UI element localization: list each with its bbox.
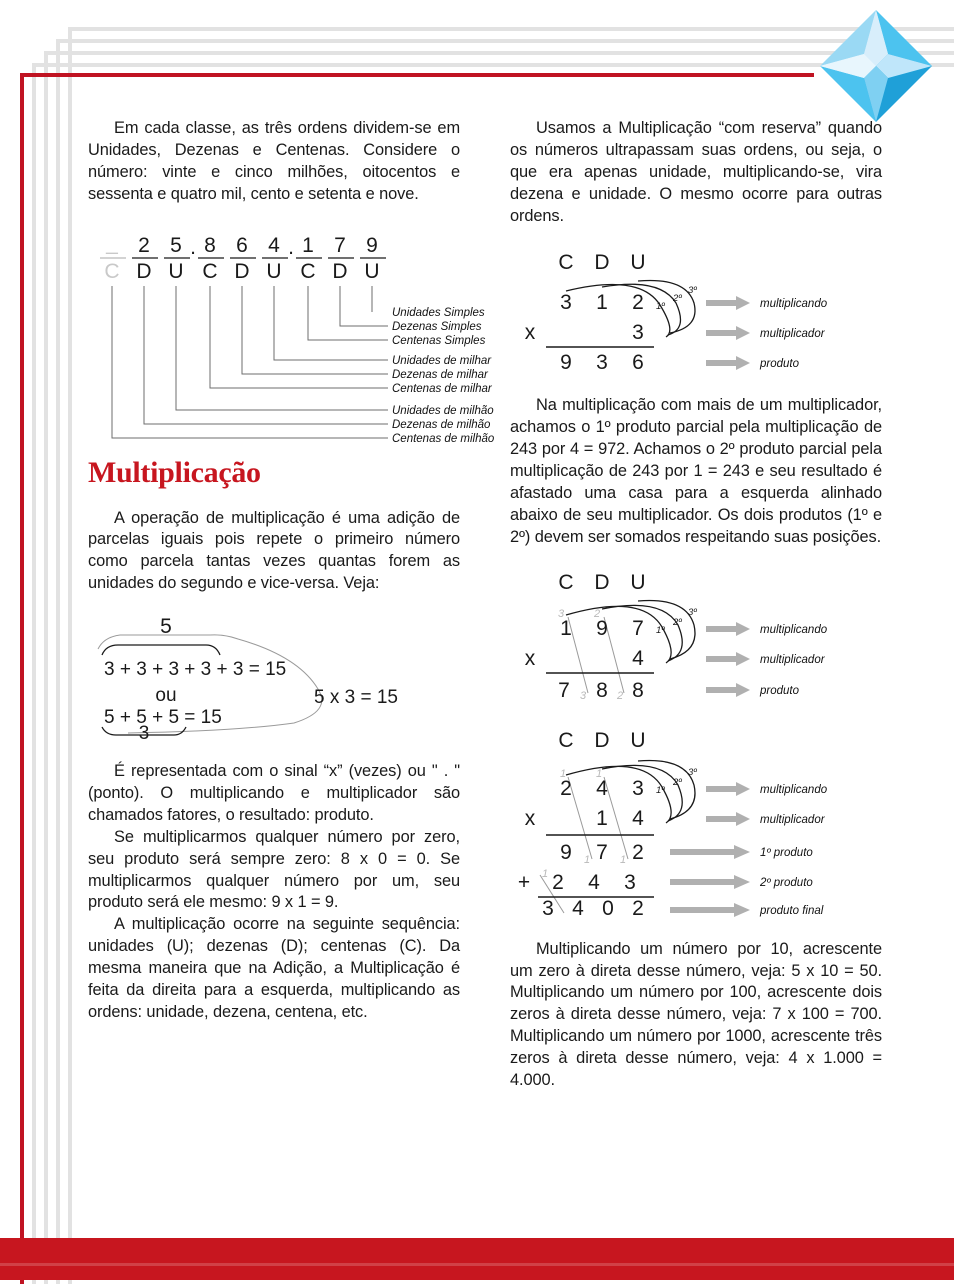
svg-text:_: _ [106,231,118,255]
svg-text:3: 3 [596,351,608,375]
svg-text:3: 3 [560,291,572,315]
fig3-label-produto-1: 1º produto [760,846,813,859]
sum-ou: ou [155,685,177,707]
svg-text:1: 1 [560,616,572,640]
svg-text:U: U [630,570,646,594]
fig1-arrow-multiplicador [706,326,750,340]
fig1-label-produto: produto [760,358,800,371]
fig1-arcs [566,281,695,338]
svg-text:7: 7 [596,840,608,864]
svg-text:U: U [630,251,646,275]
fig3-headers [558,729,645,752]
svg-text:3: 3 [558,607,565,620]
svg-text:D: D [234,259,250,283]
svg-text:C: C [202,259,218,283]
place-value-orders [104,260,379,283]
svg-text:1: 1 [302,233,314,257]
fig2-arrow-multiplicador [706,652,750,666]
svg-text:C: C [104,259,120,283]
svg-text:2: 2 [632,840,644,864]
svg-text:C: C [558,728,574,752]
svg-text:Unidades de milhão: Unidades de milhão [392,404,494,417]
svg-text:3: 3 [624,870,636,894]
svg-text:Centenas Simples: Centenas Simples [392,334,486,347]
svg-text:x: x [524,321,536,345]
left-paragraph-1: Em cada classe, as três ordens dividem-se em Unidades, Dezenas e Centenas. Considere o número: vinte e cinco milhões, oitocentos e sessenta e quatro mil, cento e setenta e nove. [88,119,460,203]
right-paragraph-1: Usamos a Multiplicação “com reserva” quando os números ultrapassam suas ordens, ou seja, o que era apenas unidade, multiplicando-se, vira dezena e unidade. O mesmo ocorre para outras ordens. [510,119,882,225]
place-value-diagram [88,228,495,450]
place-value-digits [105,232,378,259]
svg-text:x: x [524,806,536,830]
svg-text:D: D [594,728,610,752]
svg-text:3º: 3º [688,606,697,618]
sum-bottom-count: 3 [138,723,150,745]
svg-text:U: U [168,259,184,283]
fig3-produto-final [542,897,644,920]
multiplication-312-by-3 [510,247,882,373]
svg-text:9: 9 [560,351,572,375]
fig3-produto-1 [560,841,644,866]
svg-text:D: D [594,570,610,594]
fig3-arrow-produto-1 [670,845,750,859]
fig1-arrow-produto [706,356,750,370]
svg-text:3: 3 [580,689,587,702]
fig1-label-multiplicando: multiplicando [760,298,828,311]
svg-text:D: D [136,259,152,283]
svg-text:Unidades Simples: Unidades Simples [392,306,485,319]
svg-text:4: 4 [588,870,600,894]
svg-text:7: 7 [334,233,346,257]
fig3-multiplicador [525,807,644,830]
multiplication-197-by-4 [510,569,882,701]
svg-text:6: 6 [236,233,248,257]
svg-text:Dezenas de milhar: Dezenas de milhar [392,368,488,381]
svg-text:Dezenas de milhão: Dezenas de milhão [392,418,491,431]
place-value-leaders [112,286,388,438]
right-paragraph-2: Na multiplicação com mais de um multiplicador, achamos o 1º produto parcial pela multiplicação de 243 por 4 = 972. Achamos o 2º produto parcial pela multiplicação de 243 por 1 = 243 e seu resultado é afastado uma casa para a esquerda alinhado abaixo de seu multiplicador. Os dois produtos (1º e 2º) devem ser somados respeitando suas posições. [510,396,882,546]
svg-text:+: + [517,870,531,894]
svg-text:5: 5 [170,233,182,257]
svg-text:2º: 2º [673,616,682,628]
place-value-labels [392,307,495,445]
svg-text:7: 7 [558,678,570,702]
svg-text:4: 4 [268,233,280,257]
right-column [510,118,882,1092]
fig1-label-multiplicador: multiplicador [760,328,825,341]
left-paragraph-2: A operação de multiplicação é uma adição de parcelas iguais pois repete o primeiro número como parcela tantas vezes quantas forem as unidades do segundo e vice-versa. Veja: [88,508,460,593]
svg-text:8: 8 [204,233,216,257]
svg-text:U: U [266,259,282,283]
fig1-order-marks [656,285,697,312]
svg-text:7: 7 [632,616,644,640]
svg-text:1: 1 [560,767,567,780]
footer-bar [0,1238,954,1280]
svg-text:3º: 3º [688,285,697,297]
fig3-arrow-multiplicador [706,812,750,826]
svg-text:3º: 3º [688,766,697,778]
left-paragraph-3: É representada com o sinal “x” (vezes) ou " . " (ponto). O multiplicando e multiplicador são chamados fatores, o resultado: produto. [88,762,460,824]
page-title: Multiplicação [88,455,261,489]
fig1-produto [560,351,644,374]
svg-text:2: 2 [632,896,644,920]
fig3-produto-2 [518,868,636,894]
fig2-arrow-multiplicando [706,622,750,636]
diamond-star-logo [816,6,936,126]
fig3-arcs [566,760,695,823]
svg-text:2º: 2º [673,293,682,305]
svg-text:3: 3 [632,776,644,800]
fig2-arrow-produto [706,683,750,697]
multiplication-243-by-14 [510,727,882,920]
svg-text:9: 9 [366,233,378,257]
svg-text:C: C [558,570,574,594]
svg-text:2: 2 [138,233,150,257]
svg-text:U: U [364,259,380,283]
svg-text:4: 4 [572,896,584,920]
svg-text:9: 9 [596,616,608,640]
svg-text:U: U [630,728,646,752]
svg-text:2: 2 [560,776,572,800]
svg-text:2: 2 [617,689,624,702]
svg-text:1º: 1º [656,624,665,636]
svg-text:2º: 2º [673,776,682,788]
svg-text:0: 0 [602,896,614,920]
svg-text:1: 1 [596,767,603,780]
svg-text:8: 8 [632,678,644,702]
fig3-arrow-produto-2 [670,875,750,889]
svg-text:1: 1 [542,867,549,880]
svg-text:.: . [190,235,196,259]
svg-text:C: C [558,251,574,275]
right-paragraph-3: Multiplicando um número por 10, acrescente um zero à direta desse número, veja: 5 x 10 = 50. Multiplicando um número por 100, acrescente dois zeros à direta desse número, veja: 7 x 100 = 700. Multiplicando um número por 1000, acrescente três zeros à direta desse número, veja: 4 x 1.000 = 4.000. [510,939,882,1090]
sum-result: 5 x 3 = 15 [314,687,398,709]
fig1-arrow-multiplicando [706,296,750,310]
fig1-multiplicador [525,321,644,344]
svg-text:Centenas de milhar: Centenas de milhar [392,382,492,395]
fig2-arcs [566,600,695,663]
left-column [88,118,495,1024]
svg-text:9: 9 [560,840,572,864]
svg-text:1: 1 [584,853,591,866]
svg-text:2: 2 [632,291,644,315]
svg-text:1: 1 [596,806,608,830]
svg-text:Dezenas Simples: Dezenas Simples [392,320,482,333]
svg-text:1: 1 [596,291,608,315]
svg-text:Centenas de milhão: Centenas de milhão [392,432,495,445]
svg-text:4: 4 [596,776,608,800]
svg-text:D: D [594,251,610,275]
fig3-multiplicando [560,777,644,800]
sum-line-1: 3 + 3 + 3 + 3 + 3 = 15 [104,659,287,681]
svg-text:C: C [300,259,316,283]
svg-text:4: 4 [632,646,644,670]
svg-text:6: 6 [632,351,644,375]
svg-text:.: . [288,235,294,259]
fig3-label-produto-final: produto final [760,904,824,917]
svg-text:2: 2 [594,607,601,620]
svg-text:x: x [524,646,536,670]
fig2-label-multiplicador: multiplicador [760,653,825,666]
fig2-multiplicador [525,647,644,670]
repeated-addition-diagram [88,611,460,745]
svg-text:D: D [332,259,348,283]
sum-line-2: 5 + 5 + 5 = 15 [104,707,222,729]
fig2-label-multiplicando: multiplicando [760,623,828,636]
fig1-headers [558,251,645,274]
left-paragraph-5: A multiplicação ocorre na seguinte sequência: unidades (U); dezenas (D); centenas (C). Da mesma maneira que na Adição, a Multiplicação é feita da direita para a esquerda, multiplicando as ordens: unidade, dezena, centena, etc. [88,915,460,1021]
fig1-multiplicando [560,291,644,314]
sum-top-count: 5 [160,615,172,639]
fig2-headers [558,571,645,594]
left-paragraph-4: Se multiplicarmos qualquer número por zero, seu produto será sempre zero: 8 x 0 = 0. Se multiplicarmos qualquer número por um, seu produto será ele mesmo: 9 x 1 = 9. [88,827,460,912]
fig3-arrow-produto-final [670,903,750,917]
svg-text:1º: 1º [656,301,665,313]
svg-text:8: 8 [596,678,608,702]
fig3-label-multiplicando: multiplicando [760,783,828,796]
fig3-label-multiplicador: multiplicador [760,813,825,826]
fig2-label-produto: produto [760,684,800,697]
svg-text:3: 3 [542,896,554,920]
svg-text:2: 2 [552,870,564,894]
svg-text:Unidades de milhar: Unidades de milhar [392,354,492,367]
svg-text:1º: 1º [656,784,665,796]
svg-text:1: 1 [620,853,627,866]
fig3-arrow-multiplicando [706,782,750,796]
svg-text:3: 3 [632,321,644,345]
fig3-label-produto-2: 2º produto [760,876,813,889]
fig2-produto [558,679,644,702]
svg-text:4: 4 [632,806,644,830]
